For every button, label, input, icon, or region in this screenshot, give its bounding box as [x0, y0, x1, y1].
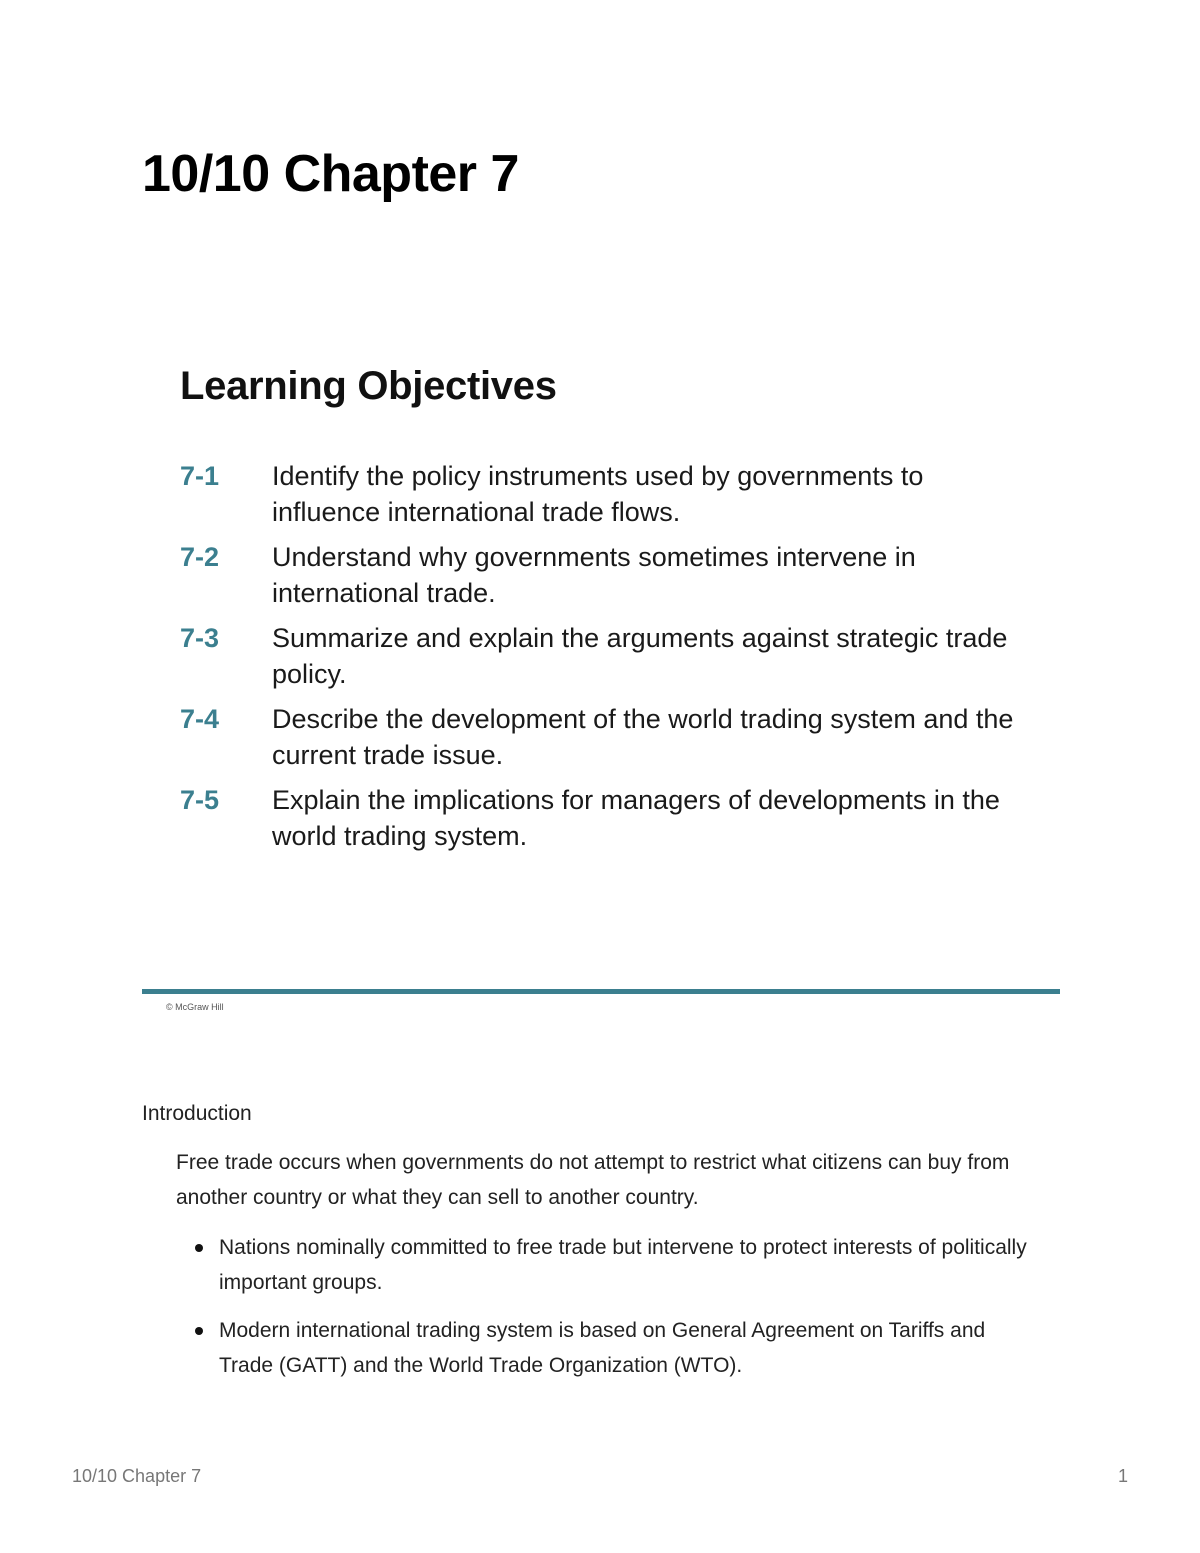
footer-title: 10/10 Chapter 7 [72, 1466, 202, 1486]
objective-item [180, 539, 1040, 611]
objective-item [180, 458, 1040, 530]
objective-text: Understand why governments sometimes intervene in international trade. [272, 542, 916, 608]
objective-number: 7-1 [180, 461, 220, 491]
objective-item [180, 782, 1040, 854]
bullet-text: Nations nominally committed to free trade but intervene to protect interests of politically important groups. [219, 1236, 1027, 1294]
bullet-item [192, 1230, 1042, 1300]
slide-divider [142, 989, 1060, 994]
bullet-text: Modern international trading system is based on General Agreement on Tariffs and Trade (GATT) and the World Trade Organization (WTO). [219, 1319, 986, 1377]
page-title: 10/10 Chapter 7 [142, 145, 519, 203]
objective-number: 7-4 [180, 704, 220, 734]
objective-text: Describe the development of the world trading system and the current trade issue. [272, 704, 1014, 770]
bullet-icon [195, 1244, 203, 1252]
objective-item [180, 620, 1040, 692]
objective-text: Summarize and explain the arguments against strategic trade policy. [272, 623, 1008, 689]
objective-number: 7-2 [180, 542, 220, 572]
objective-number: 7-3 [180, 623, 220, 653]
objective-text: Identify the policy instruments used by governments to influence international trade flows. [272, 461, 924, 527]
objective-number: 7-5 [180, 785, 220, 815]
copyright-notice: © McGraw Hill [166, 1002, 224, 1012]
bullet-icon [195, 1327, 203, 1335]
learning-objectives-slide [142, 340, 1060, 1020]
objectives-list [180, 458, 1040, 863]
introduction-paragraph: Free trade occurs when governments do not attempt to restrict what citizens can buy from another country or what they can sell to another country. [176, 1151, 1010, 1209]
introduction-bullets [192, 1230, 1042, 1396]
objective-item [180, 701, 1040, 773]
bullet-item [192, 1313, 1042, 1383]
slide-heading: Learning Objectives [180, 364, 557, 408]
introduction-heading: Introduction [142, 1102, 252, 1125]
objective-text: Explain the implications for managers of developments in the world trading system. [272, 785, 1000, 851]
footer-page-number: 1 [1117, 1466, 1128, 1486]
